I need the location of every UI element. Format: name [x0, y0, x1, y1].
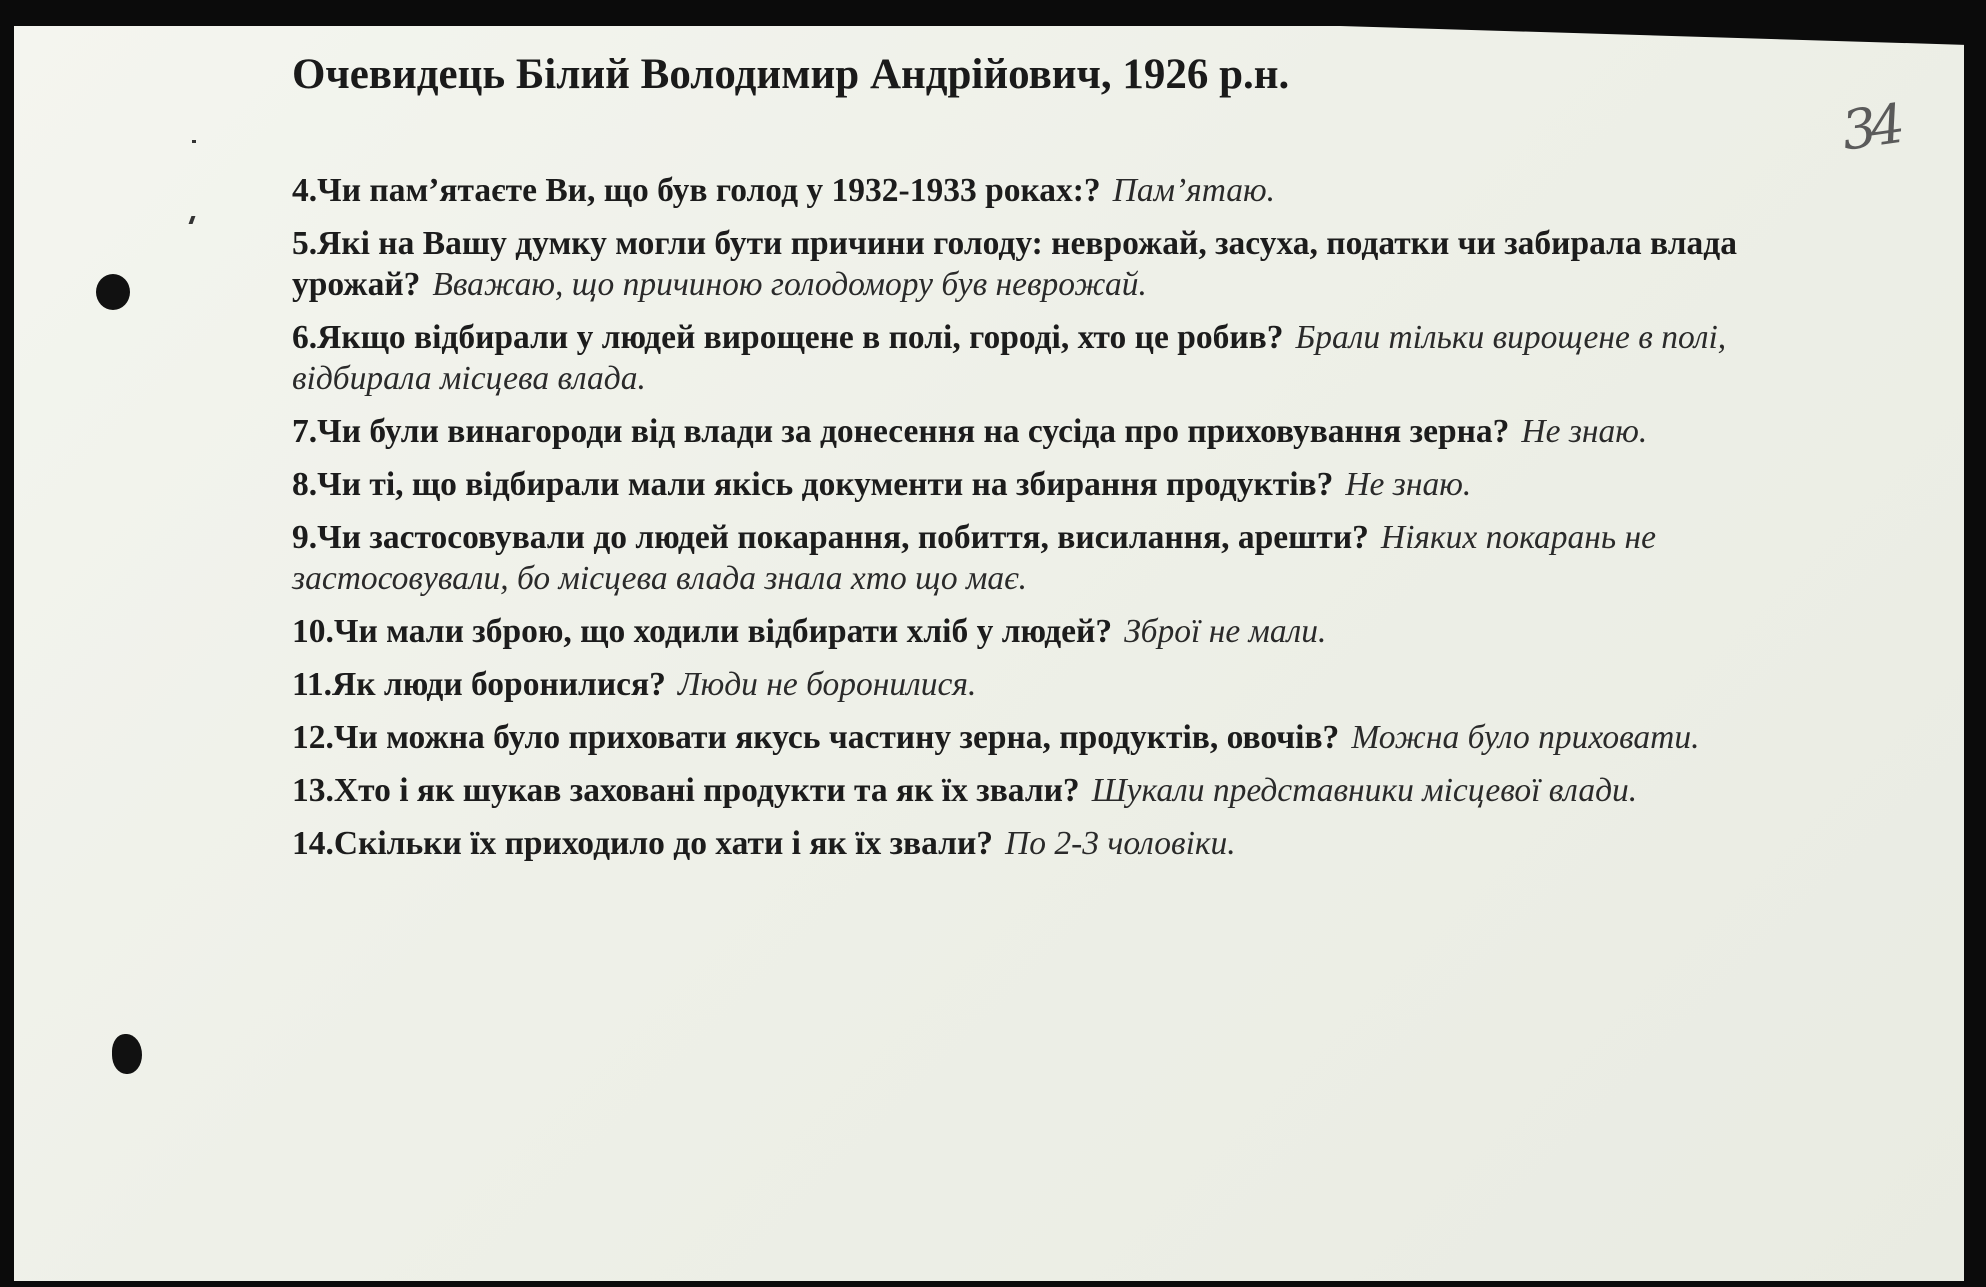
- answer-text: Не знаю.: [1521, 413, 1648, 450]
- qa-item-12: [292, 717, 1832, 758]
- question-text: 4.Чи пам’ятаєте Ви, що був голод у 1932-1933 роках:?: [292, 172, 1101, 209]
- answer-text: Зброї не мали.: [1124, 613, 1327, 650]
- question-answer-list: [292, 170, 1832, 876]
- question-text: 10.Чи мали зброю, що ходили відбирати хліб у людей?: [292, 613, 1113, 650]
- question-text: 6.Якщо відбирали у людей вирощене в полі, городі, хто це робив?: [292, 319, 1284, 356]
- qa-item-9: [292, 517, 1832, 599]
- handwritten-page-number: 34: [1837, 92, 1903, 163]
- question-text: 11.Як люди боронилися?: [292, 666, 666, 703]
- question-text: 7.Чи були винагороди від влади за донесення на сусіда про приховування зерна?: [292, 413, 1510, 450]
- qa-item-5: [292, 223, 1832, 305]
- question-text: 8.Чи ті, що відбирали мали якісь документи на збирання продуктів?: [292, 466, 1334, 503]
- qa-item-13: [292, 770, 1832, 811]
- qa-item-10: [292, 611, 1832, 652]
- answer-text: Пам’ятаю.: [1112, 172, 1276, 209]
- answer-text: Шукали представники місцевої влади.: [1091, 772, 1638, 809]
- answer-text: Люди не боронилися.: [677, 666, 977, 703]
- answer-text: Не знаю.: [1345, 466, 1472, 503]
- qa-item-11: [292, 664, 1832, 705]
- question-text: 9.Чи застосовували до людей покарання, побиття, висилання, арешти?: [292, 519, 1369, 556]
- answer-text: Можна було приховати.: [1351, 719, 1700, 756]
- punch-hole: [112, 1034, 142, 1074]
- question-text: 12.Чи можна було приховати якусь частину зерна, продуктів, овочів?: [292, 719, 1340, 756]
- qa-item-7: [292, 411, 1832, 452]
- qa-item-6: [292, 317, 1832, 399]
- punch-hole: [96, 274, 130, 310]
- question-text: 5.Які на Вашу думку могли бути причини голоду: неврожай, засуха, податки чи забирала влада урожай?: [292, 225, 1737, 303]
- qa-item-8: [292, 464, 1832, 505]
- page-title: Очевидець Білий Володимир Андрійович, 1926 р.н.: [292, 51, 1290, 98]
- paper-speck: [192, 140, 196, 143]
- question-text: 13.Хто і як шукав заховані продукти та як їх звали?: [292, 772, 1080, 809]
- qa-item-4: [292, 170, 1832, 211]
- answer-text: Вважаю, що причиною голодомору був неврожай.: [432, 266, 1147, 303]
- answer-text: Ніяких покарань не застосовували, бо місцева влада знала хто що має.: [292, 519, 1656, 597]
- paper-speck: [189, 216, 196, 224]
- qa-item-14: [292, 823, 1832, 864]
- answer-text: По 2-3 чоловіки.: [1005, 825, 1236, 862]
- question-text: 14.Скільки їх приходило до хати і як їх звали?: [292, 825, 994, 862]
- answer-text: Брали тільки вирощене в полі, відбирала місцева влада.: [292, 319, 1727, 397]
